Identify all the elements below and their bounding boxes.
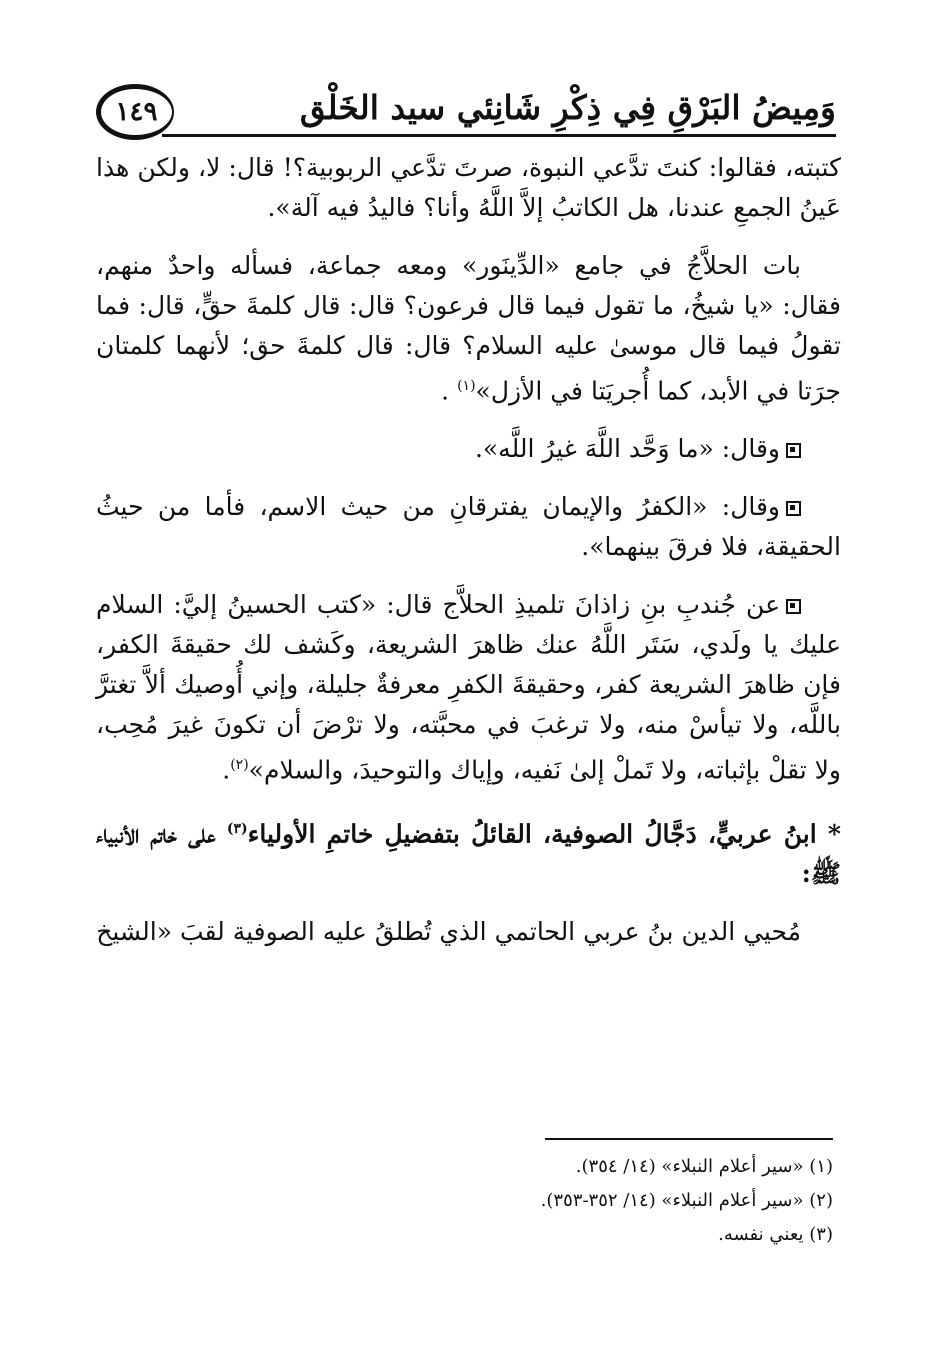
paragraph-text: مُحيي الدين بنُ عربي الحاتمي الذي تُطلقُ عليه الصوفية لقبَ «الشيخ (96, 916, 801, 946)
paragraph-text: وقال: «ما وَحَّد اللَّهَ غيرُ اللَّه». (474, 434, 780, 464)
paragraph-text: عن جُندبِ بنِ زاذانَ تلميذِ الحلاَّج قال: «كتب الحسينُ إليَّ: السلام عليك يا ولَدي، سَتَر اللَّهُ عنك ظاهرَ الشريعة، وكَشف لك حقيقةَ الكفر، فإن ظاهرَ الشريعة كفر، وحقيقةَ الكفرِ معرفةٌ جليلة، وإني أُوصيك ألاَّ تغترَّ باللَّه، ولا تيأسْ منه، ولا ترغبَ في محبَّته، ولا ترْضَ أن تكونَ غيرَ مُحِب، ولا تقلْ بإثباته، ولا تَملْ إلىٰ نَفيه، وإياك والتوحيدَ، والسلام» (96, 590, 841, 785)
square-bullet-icon (786, 443, 801, 458)
paragraph-tail: . (222, 755, 231, 785)
paragraph (96, 912, 841, 952)
footnote-number: (٢) (809, 1190, 833, 1211)
paragraph-tail: . (441, 376, 450, 406)
footnote-text: «سير أعلام النبلاء» (١٤/ ٣٥٢-٣٥٣). (540, 1190, 804, 1211)
heading-text: ابنُ عربيٍّ، دَجَّالُ الصوفية، القائلُ بتفضيلِ خاتمِ الأولياء (247, 818, 817, 848)
running-title: وَمِيضُ البَرْقِ فِي ذِكْرِ شَانِئي سيد الخَلْق (299, 88, 836, 127)
paragraph (96, 487, 841, 567)
main-text (96, 148, 841, 970)
footnote-number: (١) (809, 1156, 833, 1177)
square-bullet-icon (786, 501, 801, 516)
square-bullet-icon (786, 599, 801, 614)
footnote-ref: (١) (457, 378, 476, 394)
paragraph (96, 148, 841, 228)
footnote-ref: (٣) (226, 820, 248, 837)
paragraph-text: وقال: «الكفرُ والإيمان يفترقانِ من حيث الاسم، فأما من حيثُ الحقيقة، فلا فرقَ بينهما». (96, 492, 841, 562)
footnotes (96, 1150, 833, 1252)
footnote-text: يعني نفسه. (718, 1224, 804, 1245)
footnote-text: «سير أعلام النبلاء» (١٤/ ٣٥٤). (575, 1156, 804, 1177)
paragraph-text: بات الحلاَّجُ في جامع «الدِّينَور» ومعه جماعة، فسأله واحدٌ منهم، فقال: «يا شيخُ، ما تقول فيما قال فرعون؟ قال: قال كلمةَ حقٍّ، قال: فما تقولُ فيما قال موسىٰ عليه السلام؟ قال: قال كلمةَ حق؛ لأنهما كلمتان جرَتا في الأبد، كما أُجريَتا في الأزل» (96, 251, 841, 406)
star-marker: * (827, 818, 841, 848)
footnote-separator (545, 1138, 833, 1140)
paragraph (96, 585, 841, 790)
footnote-ref: (٢) (230, 757, 249, 774)
footnote (96, 1150, 833, 1184)
paragraph (96, 246, 841, 411)
page-number-badge (96, 84, 174, 140)
footnote (96, 1184, 833, 1218)
header-rule (162, 134, 836, 137)
footnote (96, 1218, 833, 1252)
page-header (96, 84, 836, 148)
heading-text-end: على خاتم الأنبياء ﷺ: (96, 818, 841, 888)
section-heading (96, 809, 841, 894)
footnote-number: (٣) (809, 1224, 833, 1245)
page-number: ١٤٩ (115, 97, 158, 127)
paragraph (96, 429, 841, 469)
paragraph-text: كتبته، فقالوا: كنتَ تدَّعي النبوة، صرتَ تدَّعي الربوبية؟! قال: لا، ولكن هذا عَينُ الجمعِ عندنا، هل الكاتبُ إلاَّ اللَّهُ وأنا؟ فاليدُ فيه آلة». (96, 153, 841, 222)
